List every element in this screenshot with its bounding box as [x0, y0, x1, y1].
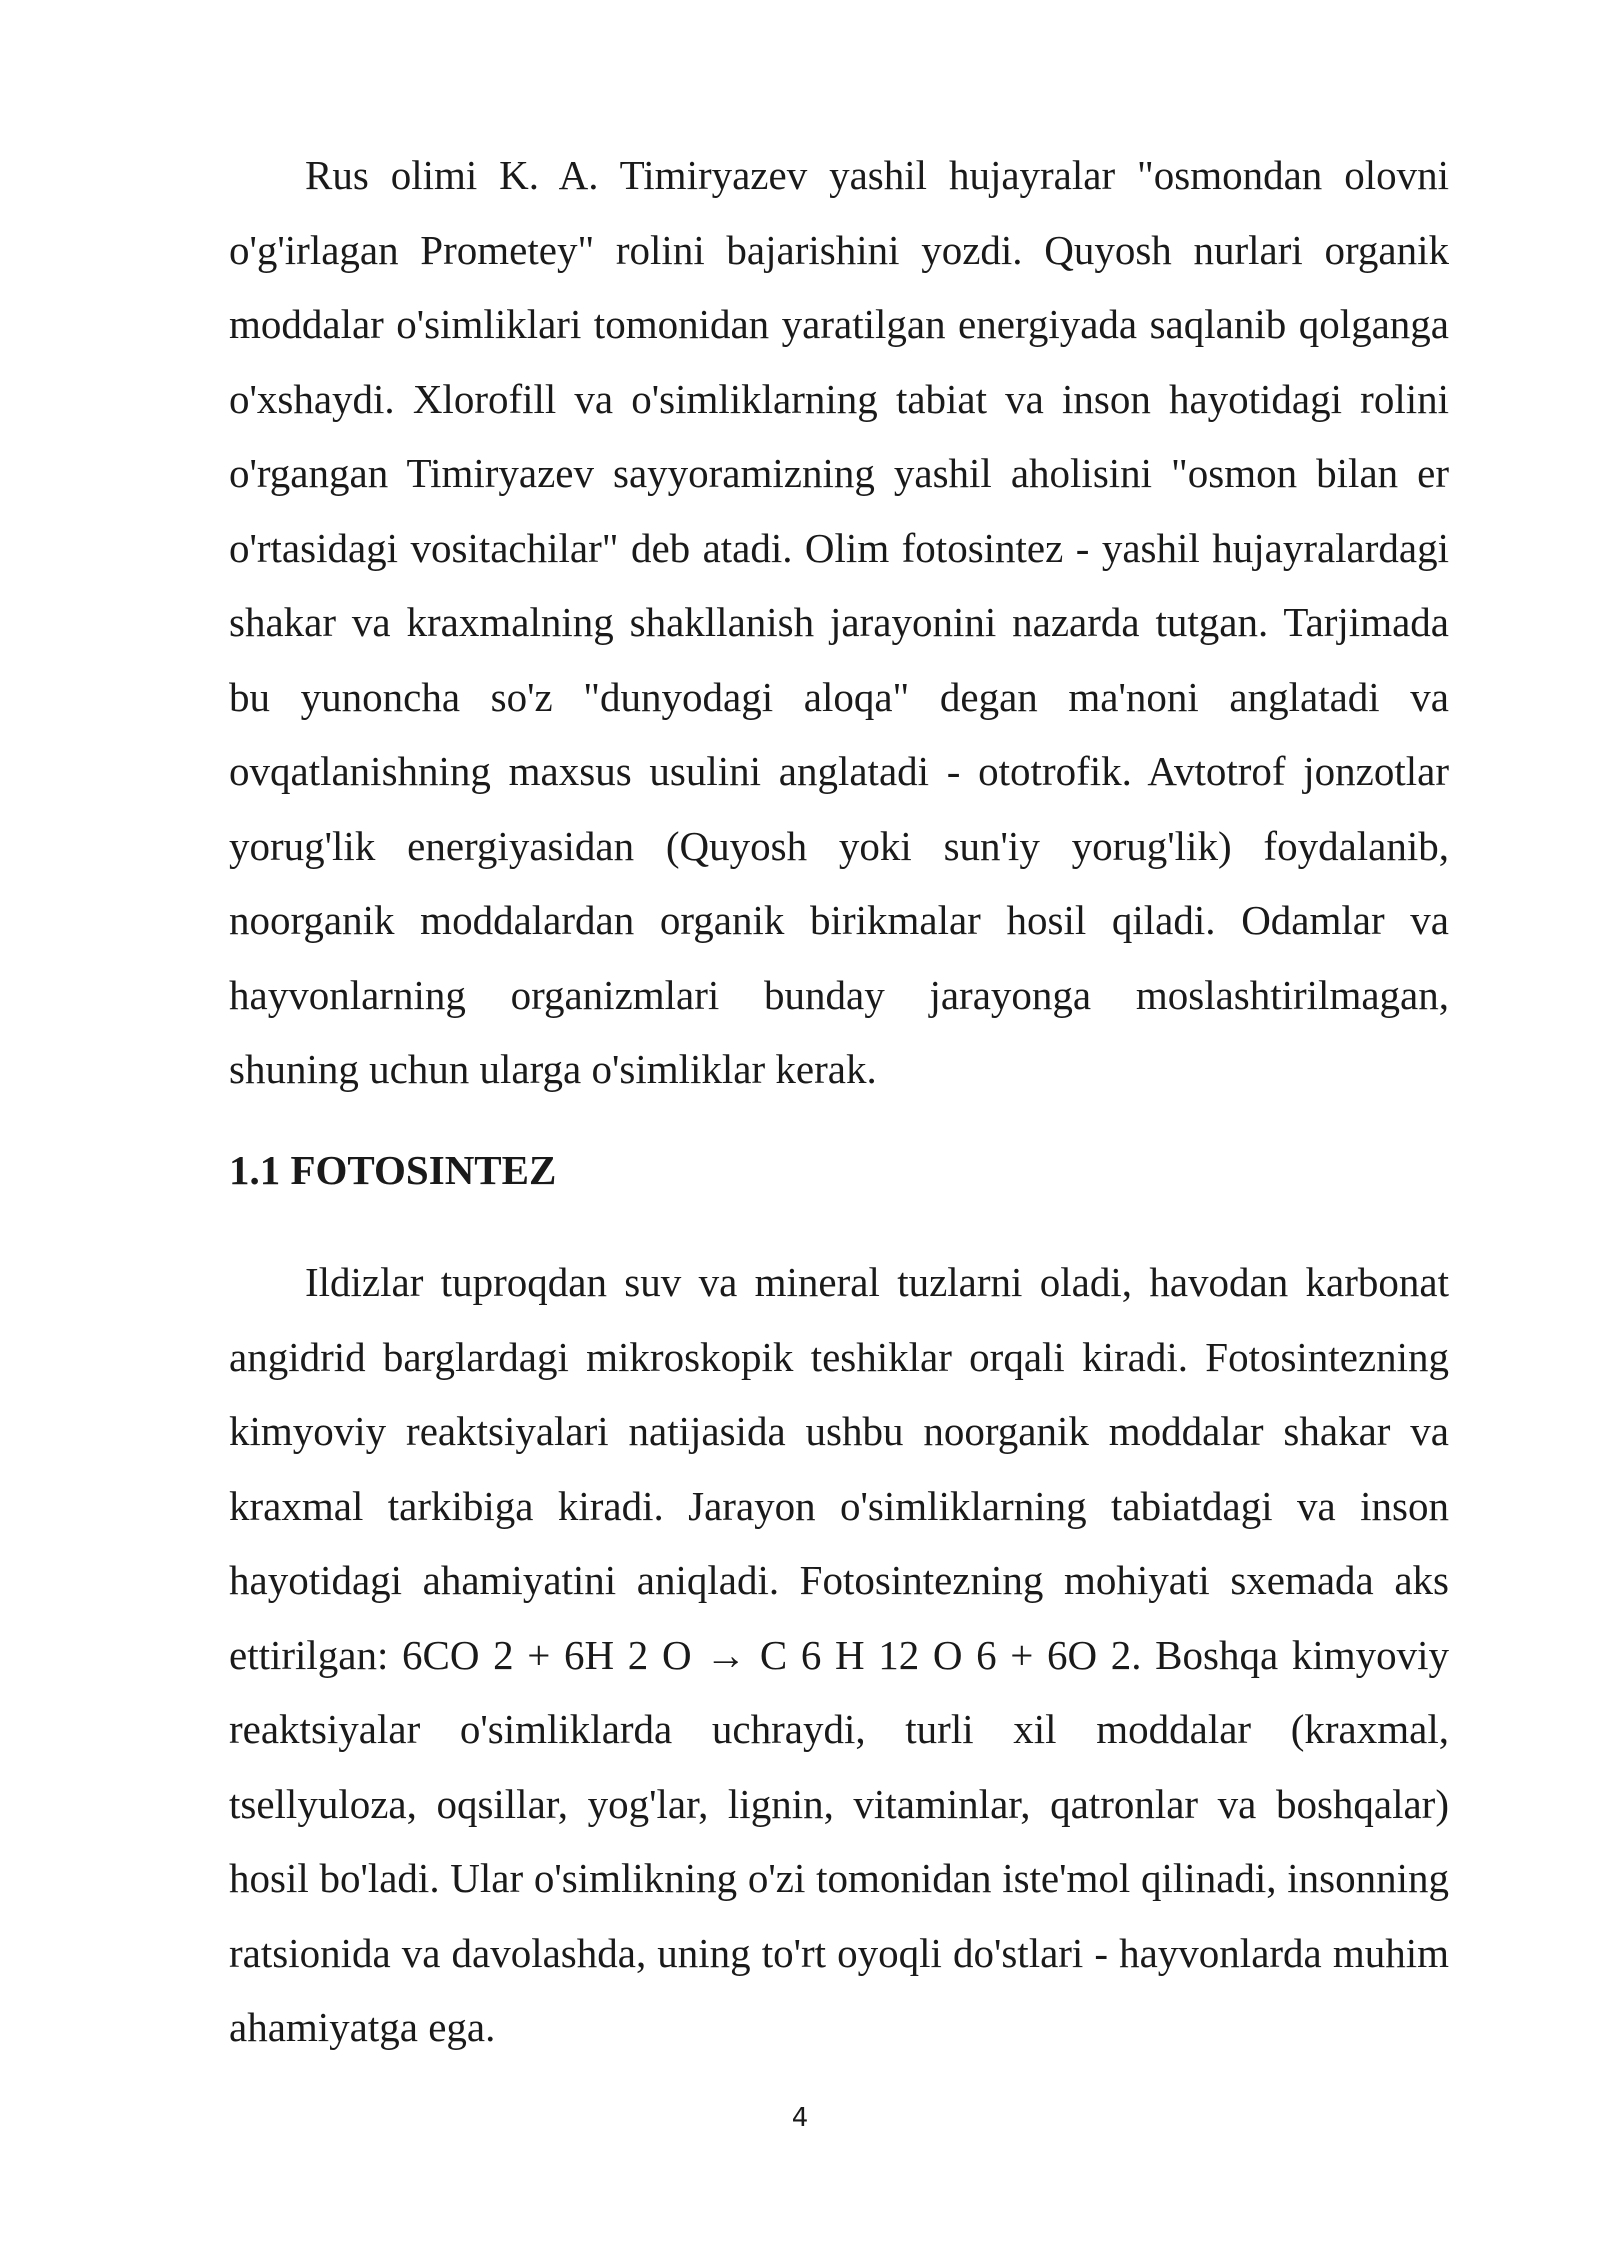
page-number: 4	[791, 2103, 809, 2133]
page-content	[229, 138, 1449, 2065]
section-heading: 1.1 FOTOSINTEZ	[229, 1146, 557, 1193]
body-paragraph-1: Rus olimi K. A. Timiryazev yashil hujayralar "osmondan olovni o'g'irlagan Prometey" rolini bajarishini yozdi. Quyosh nurlari organik moddalar o'simliklari tomonidan yaratilgan energiyada saqlanib qolganga o'xshaydi. Xlorofill va o'simliklarning tabiat va inson hayotidagi rolini o'rgangan Timiryazev sayyoramizning yashil aholisini "osmon bilan er o'rtasidagi vositachilar" deb atadi. Olim fotosintez - yashil hujayralardagi shakar va kraxmalning shakllanish jarayonini nazarda tutgan. Tarjimada bu yunoncha so'z "dunyodagi aloqa" degan ma'noni anglatadi va ovqatlanishning maxsus usulini anglatadi - ototrofik. Avtotrof jonzotlar yorug'lik energiyasidan (Quyosh yoki sun'iy yorug'lik) foydalanib, noorganik moddalardan organik birikmalar hosil qiladi. Odamlar va hayvonlarning organizmlari bunday jarayonga moslashtirilmagan, shuning uchun ularga o'simliklar kerak.	[229, 152, 1449, 1092]
body-paragraph-2: Ildizlar tuproqdan suv va mineral tuzlarni oladi, havodan karbonat angidrid barglardagi mikroskopik teshiklar orqali kiradi. Fotosintezning kimyoviy reaktsiyalari natijasida ushbu noorganik moddalar shakar va kraxmal tarkibiga kiradi. Jarayon o'simliklarning tabiatdagi va inson hayotidagi ahamiyatini aniqladi. Fotosintezning mohiyati sxemada aks ettirilgan: 6CO 2 + 6H 2 O → C 6 H 12 O 6 + 6O 2. Boshqa kimyoviy reaktsiyalar o'simliklarda uchraydi, turli xil moddalar (kraxmal, tsellyuloza, oqsillar, yog'lar, lignin, vitaminlar, qatronlar va boshqalar) hosil bo'ladi. Ular o'simlikning o'zi tomonidan iste'mol qilinadi, insonning ratsionida va davolashda, uning to'rt oyoqli do'stlari - hayvonlarda muhim ahamiyatga ega.	[229, 1259, 1449, 2050]
